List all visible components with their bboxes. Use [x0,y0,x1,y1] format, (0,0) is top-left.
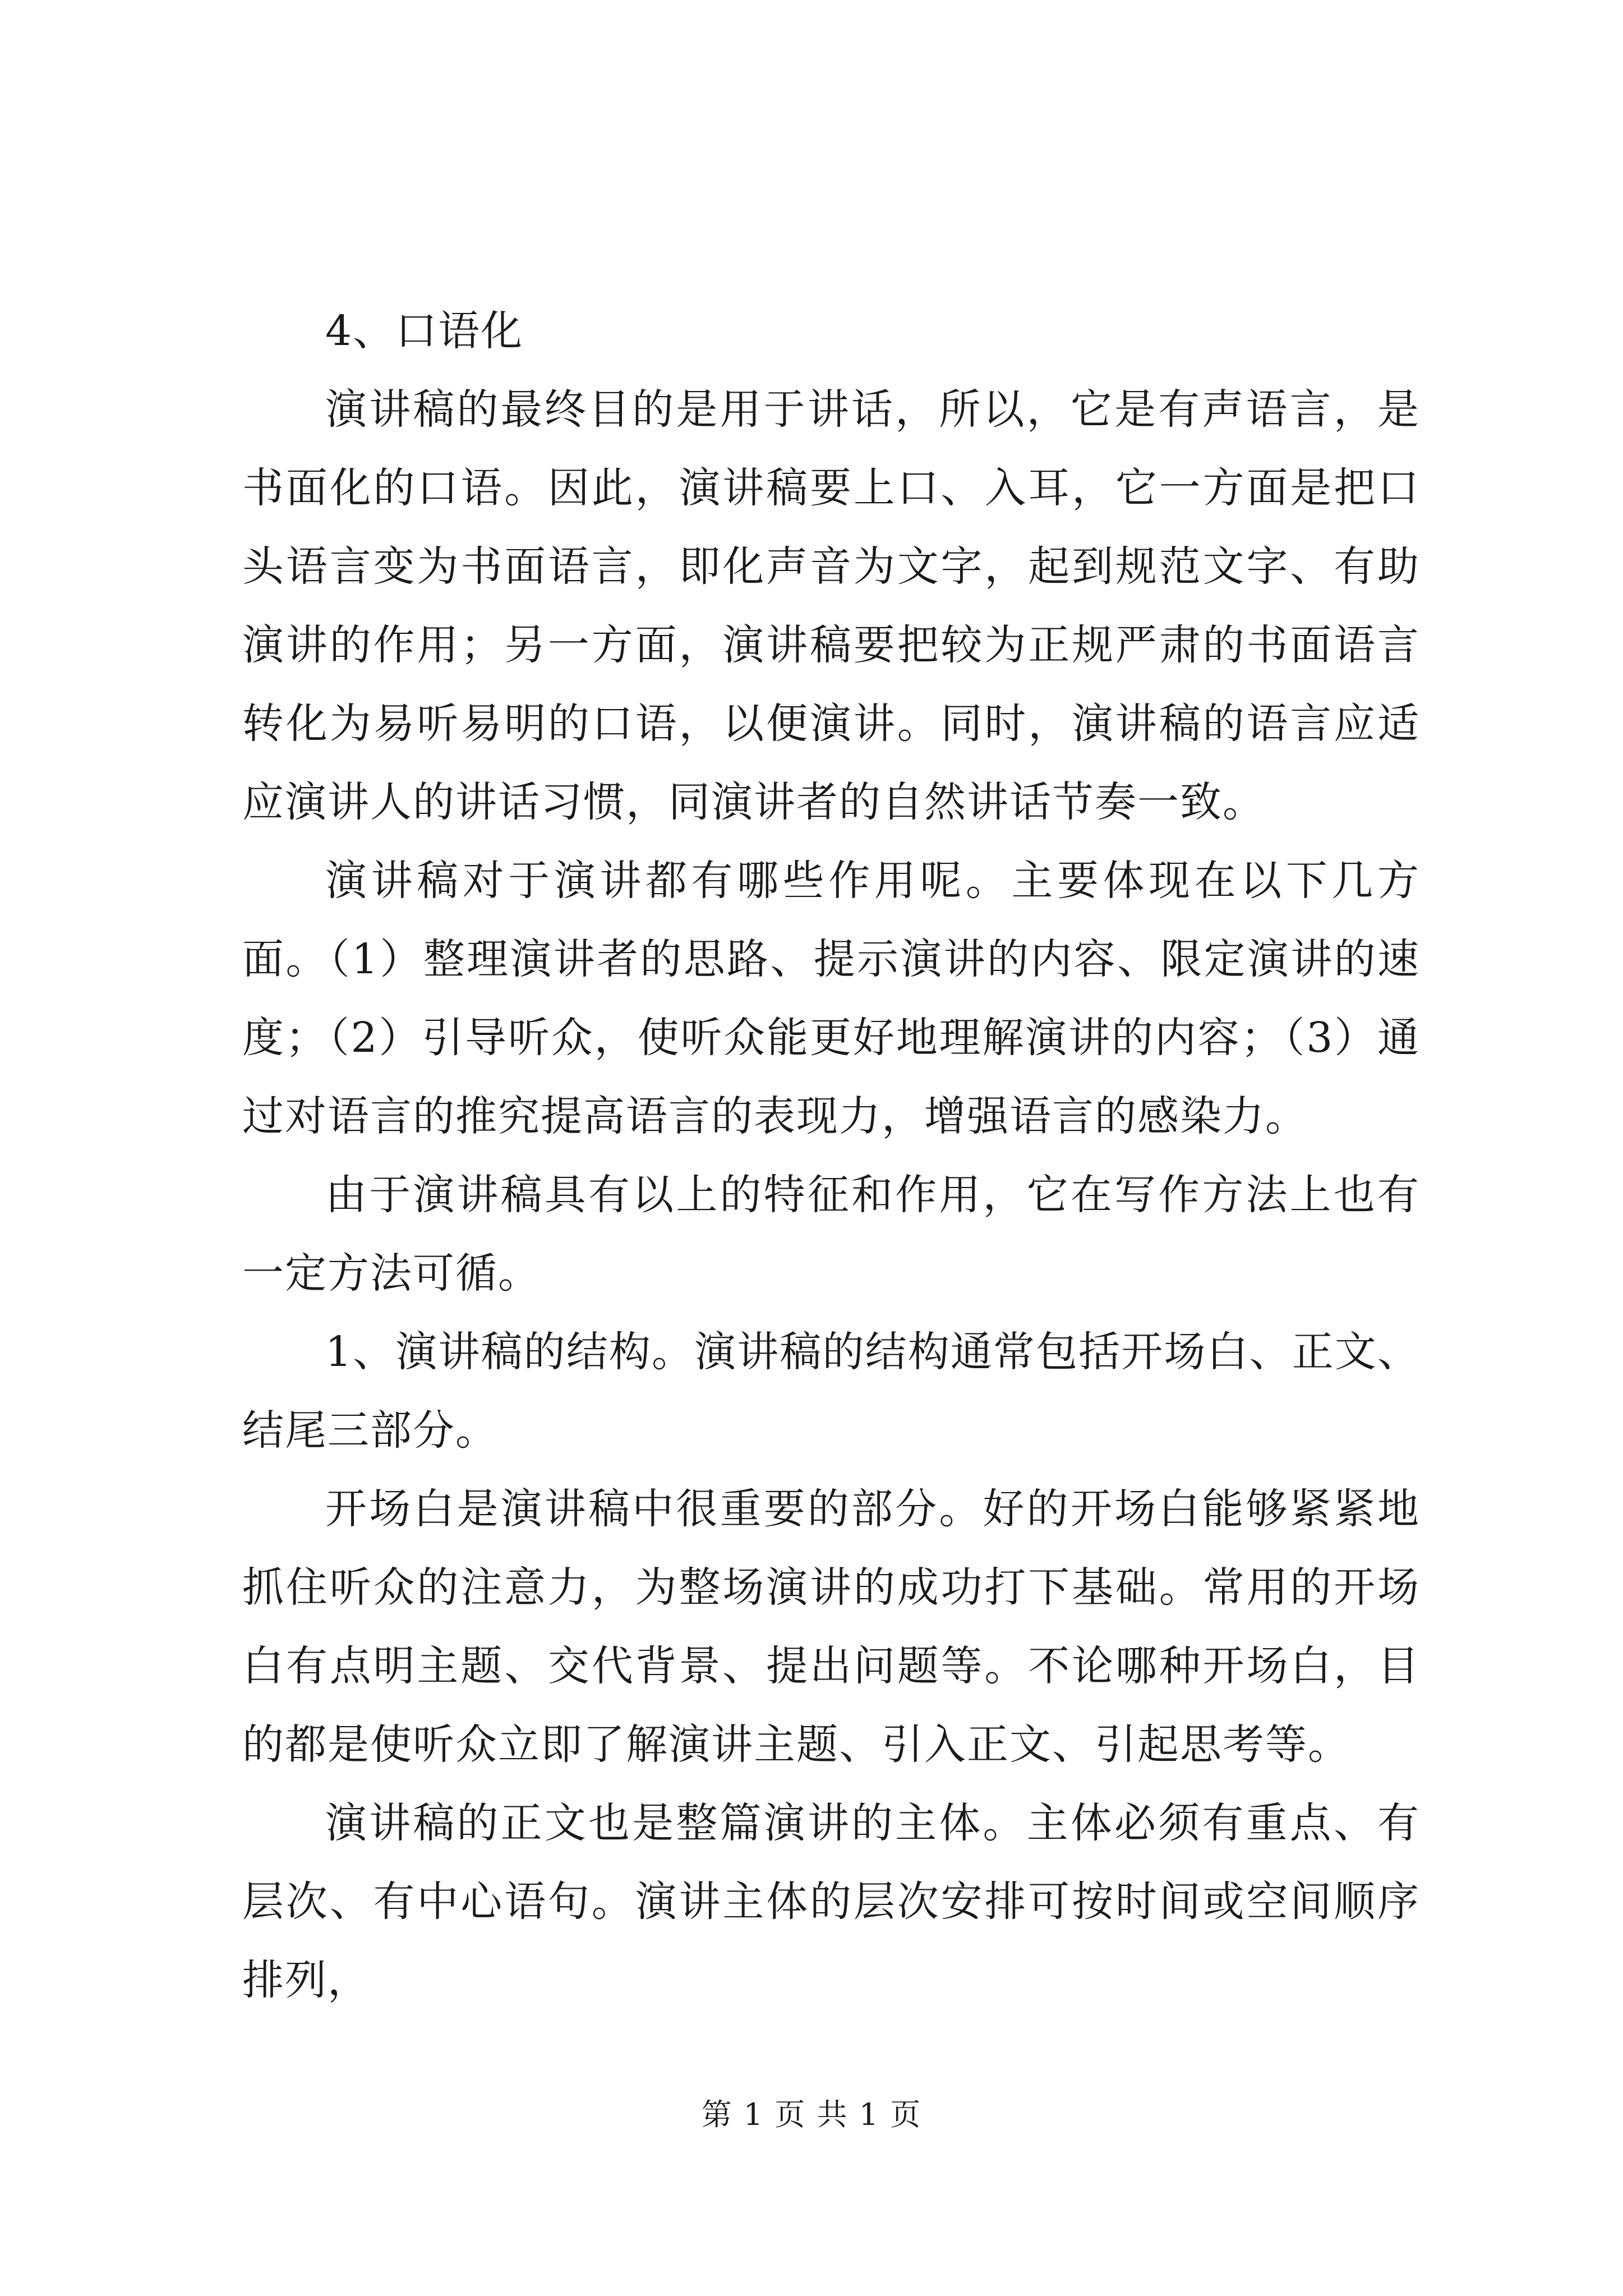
paragraph-opening: 开场白是演讲稿中很重要的部分。好的开场白能够紧紧地抓住听众的注意力，为整场演讲的成功打下基础。常用的开场白有点明主题、交代背景、提出问题等。不论哪种开场白，目的都是使听众立即了解演讲主题、引入正文、引起思考等。 [242,1485,1420,1769]
paragraph-heading-oral: 4、口语化 [325,307,524,355]
document-body [242,292,1420,2019]
paragraph-oral-language: 演讲稿的最终目的是用于讲话，所以，它是有声语言，是书面化的口语。因此，演讲稿要上口、入耳，它一方面是把口头语言变为书面语言，即化声音为文字，起到规范文字、有助演讲的作用；另一方面，演讲稿要把较为正规严肃的书面语言转化为易听易明的口语，以便演讲。同时，演讲稿的语言应适应演讲人的讲话习惯，同演讲者的自然讲话节奏一致。 [242,385,1420,826]
paragraph-structure: 1、演讲稿的结构。演讲稿的结构通常包括开场白、正文、结尾三部分。 [242,1328,1420,1455]
paragraph-main-body: 演讲稿的正文也是整篇演讲的主体。主体必须有重点、有层次、有中心语句。演讲主体的层次安排可按时间或空间顺序排列， [242,1799,1420,2004]
page-footer: 第 1 页 共 1 页 [701,2097,922,2132]
paragraph-speech-functions: 演讲稿对于演讲都有哪些作用呢。主要体现在以下几方面。（1）整理演讲者的思路、提示演讲的内容、限定演讲的速度；（2）引导听众，使听众能更好地理解演讲的内容；（3）通过对语言的推究提高语言的表现力，增强语言的感染力。 [242,857,1420,1140]
paragraph-writing-methods: 由于演讲稿具有以上的特征和作用，它在写作方法上也有一定方法可循。 [242,1171,1420,1297]
